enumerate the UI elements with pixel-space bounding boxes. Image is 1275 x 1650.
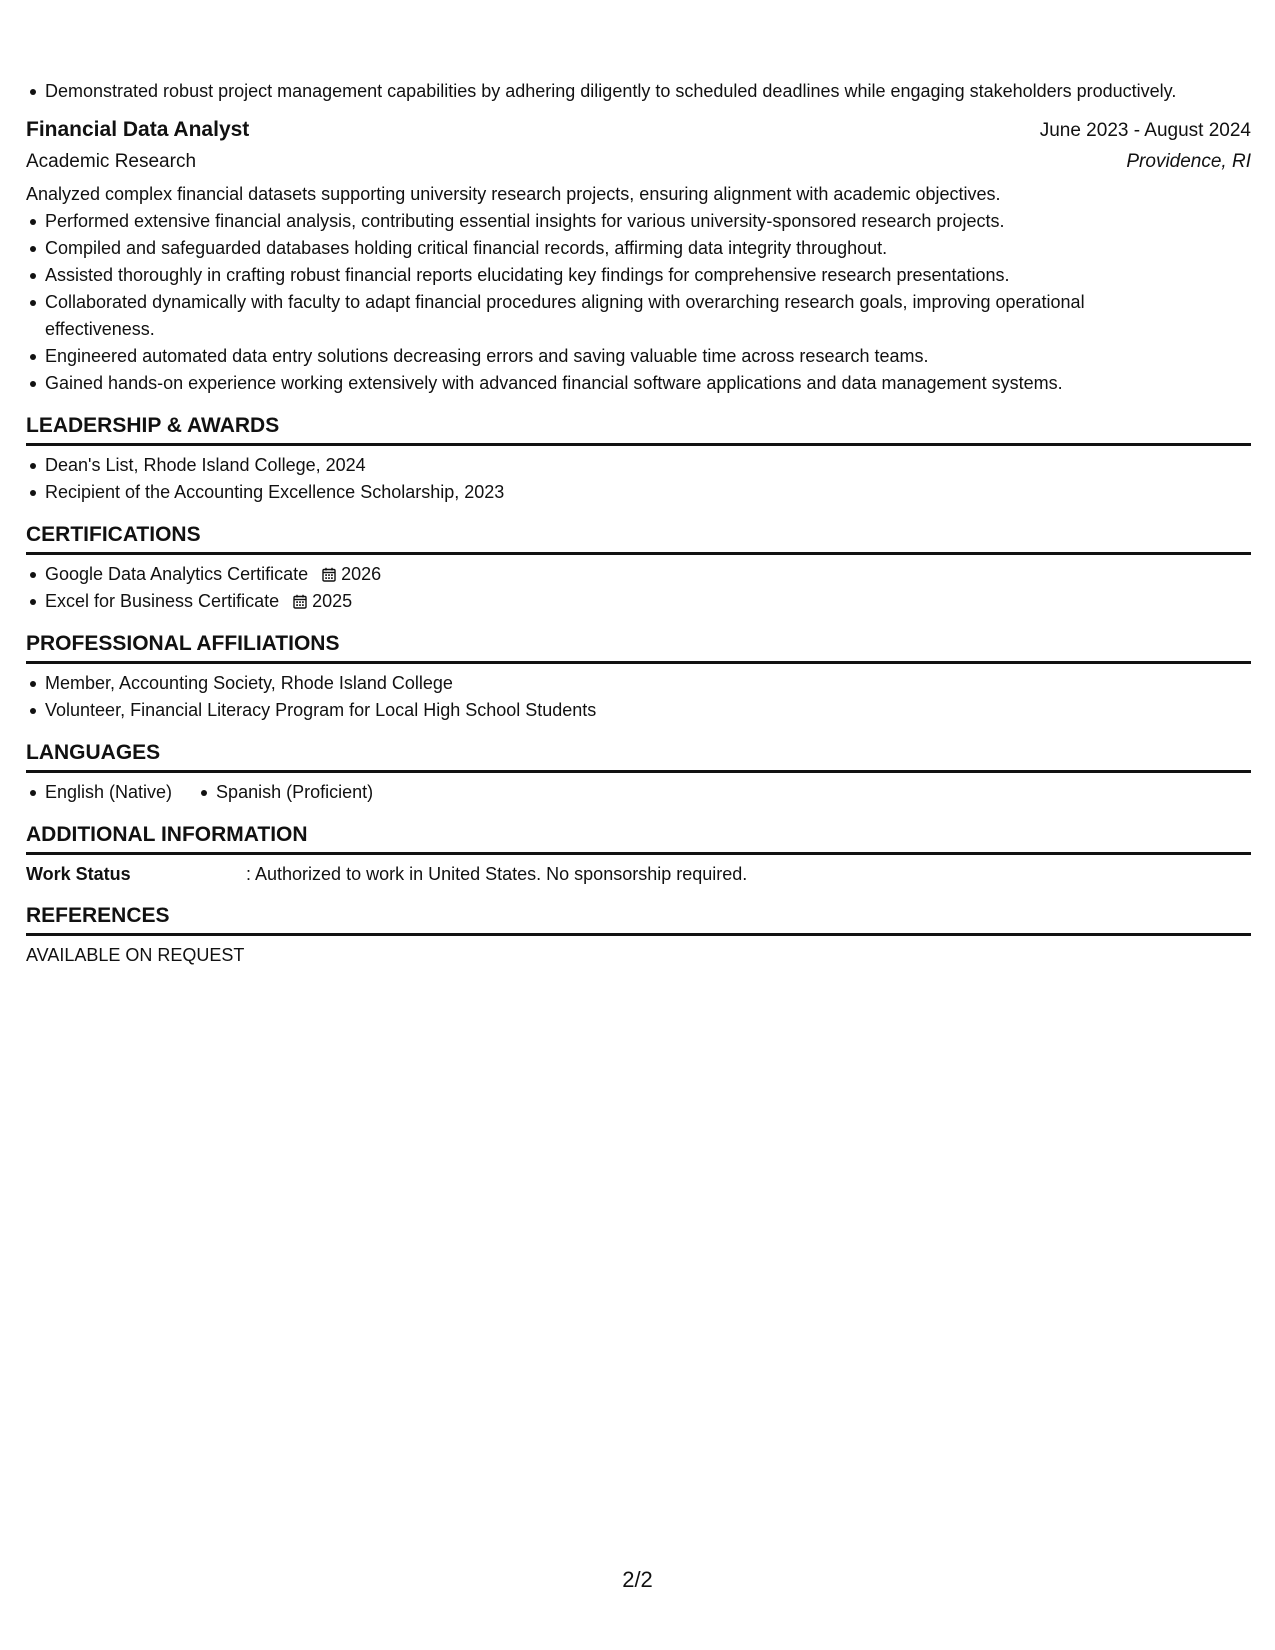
work-status-row: [26, 861, 1251, 887]
certificate-name: Excel for Business Certificate: [45, 591, 280, 611]
list-item: Dean's List, Rhode Island College, 2024: [45, 452, 1251, 479]
work-status-value: : Authorized to work in United States. No sponsorship required.: [246, 864, 748, 884]
additional-info-section: [26, 820, 1251, 887]
language-item: Spanish (Proficient): [216, 779, 373, 806]
section-heading: CERTIFICATIONS: [26, 520, 1251, 555]
resume-page: [26, 78, 1251, 968]
job-dates: June 2023 - August 2024: [1039, 120, 1251, 141]
bullet-item: Gained hands-on experience working extensively with advanced financial software applications and data management systems.: [45, 370, 1251, 397]
list-item: [45, 561, 1251, 588]
section-heading: PROFESSIONAL AFFILIATIONS: [26, 629, 1251, 664]
languages-section: [26, 738, 1251, 806]
affiliations-list: [26, 670, 1251, 724]
affiliations-section: [26, 629, 1251, 724]
bullet-item: Performed extensive financial analysis, contributing essential insights for various university-sponsored research projects.: [45, 208, 1251, 235]
job-location: Providence, RI: [1126, 151, 1251, 172]
page-number: 2/2: [622, 1567, 653, 1592]
job-bullets: [26, 208, 1251, 397]
work-status-label: Work Status: [26, 864, 131, 884]
job-title: Financial Data Analyst: [26, 118, 250, 141]
calendar-icon: [293, 594, 307, 609]
certificate-year: 2025: [312, 591, 353, 611]
languages-list: [26, 779, 1251, 806]
leadership-section: [26, 411, 1251, 506]
bullet-item: Assisted thoroughly in crafting robust financial reports elucidating key findings for comprehensive research presentations.: [45, 262, 1251, 289]
list-item: Member, Accounting Society, Rhode Island College: [45, 670, 1251, 697]
list-item: [45, 588, 1251, 615]
job-entry: [26, 114, 1251, 397]
certificate-name: Google Data Analytics Certificate: [45, 564, 309, 584]
job-summary: Analyzed complex financial datasets supporting university research projects, ensuring alignment with academic objectives.: [26, 184, 1001, 204]
certifications-list: [26, 561, 1251, 615]
references-section: [26, 901, 1251, 968]
previous-job-bullets: [26, 78, 1251, 105]
language-item: English (Native): [45, 779, 172, 806]
section-heading: LANGUAGES: [26, 738, 1251, 773]
certifications-section: [26, 520, 1251, 615]
references-text: AVAILABLE ON REQUEST: [26, 945, 245, 965]
job-header: [26, 114, 1251, 147]
job-subheader: [26, 147, 1251, 177]
bullet-item: Collaborated dynamically with faculty to adapt financial procedures aligning with overarching research goals, improving operational effectiveness.: [45, 289, 1251, 343]
section-heading: LEADERSHIP & AWARDS: [26, 411, 1251, 446]
section-heading: REFERENCES: [26, 901, 1251, 936]
bullet-item: Compiled and safeguarded databases holding critical financial records, affirming data integrity throughout.: [45, 235, 1251, 262]
list-item: Volunteer, Financial Literacy Program for Local High School Students: [45, 697, 1251, 724]
leadership-list: [26, 452, 1251, 506]
calendar-icon: [322, 567, 336, 582]
job-organization: Academic Research: [26, 151, 197, 172]
bullet-item: Demonstrated robust project management capabilities by adhering diligently to scheduled deadlines while engaging stakeholders productively.: [45, 78, 1251, 105]
list-item: Recipient of the Accounting Excellence Scholarship, 2023: [45, 479, 1251, 506]
bullet-item: Engineered automated data entry solutions decreasing errors and saving valuable time across research teams.: [45, 343, 1251, 370]
section-heading: ADDITIONAL INFORMATION: [26, 820, 1251, 855]
certificate-year: 2026: [341, 564, 382, 584]
